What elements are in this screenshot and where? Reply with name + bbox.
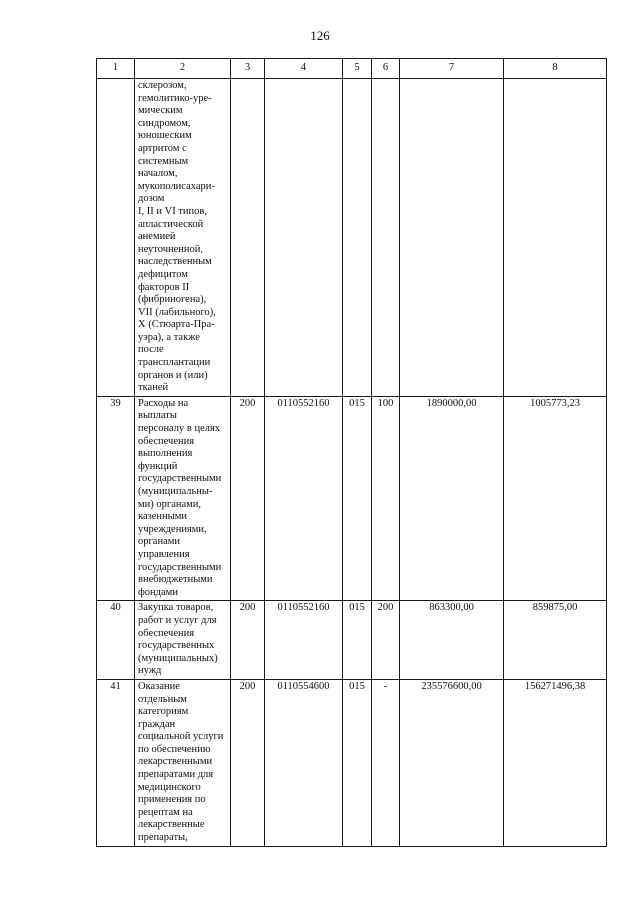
table-header [97, 59, 607, 79]
row-col-8: 1005773,23 [504, 396, 607, 601]
row-col-4: 0110552160 [265, 601, 343, 680]
row-col-6: 100 [372, 396, 400, 601]
row-col-8: 156271496,38 [504, 679, 607, 846]
row-col-4 [265, 79, 343, 397]
header-col-7: 7 [400, 59, 504, 79]
header-col-8: 8 [504, 59, 607, 79]
row-col-5: 015 [343, 679, 372, 846]
header-col-3: 3 [231, 59, 265, 79]
row-description: Закупка товаров, работ и услуг для обеспечения государственных (муниципальных) нужд [135, 601, 231, 680]
row-col-3: 200 [231, 601, 265, 680]
row-col-3: 200 [231, 679, 265, 846]
row-number: 41 [97, 679, 135, 846]
row-col-3: 200 [231, 396, 265, 601]
row-number [97, 79, 135, 397]
row-col-5: 015 [343, 396, 372, 601]
row-col-7 [400, 79, 504, 397]
header-col-4: 4 [265, 59, 343, 79]
row-number: 40 [97, 601, 135, 680]
table-row [97, 396, 607, 601]
table-body [97, 79, 607, 847]
row-col-8 [504, 79, 607, 397]
table-row [97, 601, 607, 680]
row-description: Оказание отдельным категориям граждан социальной услуги по обеспечению лекарственными препаратами для медицинского применения по рецептам на лекарственные препараты, [135, 679, 231, 846]
row-col-8: 859875,00 [504, 601, 607, 680]
header-col-5: 5 [343, 59, 372, 79]
row-col-4: 0110554600 [265, 679, 343, 846]
row-col-6: - [372, 679, 400, 846]
budget-table [96, 58, 607, 847]
header-row [97, 59, 607, 79]
row-description: Расходы на выплаты персоналу в целях обеспечения выполнения функций государственными (муниципальны- ми) органами, казенными учреждениями, органами управления государственными внебюджетными фондами [135, 396, 231, 601]
row-col-6 [372, 79, 400, 397]
row-col-6: 200 [372, 601, 400, 680]
page-number: 126 [310, 28, 330, 43]
header-col-1: 1 [97, 59, 135, 79]
table-row [97, 79, 607, 397]
header-col-6: 6 [372, 59, 400, 79]
header-col-2: 2 [135, 59, 231, 79]
row-col-7: 1890000,00 [400, 396, 504, 601]
row-col-5: 015 [343, 601, 372, 680]
row-description: склерозом, гемолитико-уре- мическим синдромом, юношеским артритом с системным началом, мукополисахари- дозом I, II и VI типов, апластической анемией неуточненной, наследственным дефицитом факторов II (фибриногена), VII (лабильного), X (Стюарта-Пра- уэра), а также после трансплантации органов и (или) тканей [135, 79, 231, 397]
row-col-7: 235576600,00 [400, 679, 504, 846]
row-col-5 [343, 79, 372, 397]
table-row [97, 679, 607, 846]
row-col-4: 0110552160 [265, 396, 343, 601]
row-col-7: 863300,00 [400, 601, 504, 680]
row-col-3 [231, 79, 265, 397]
row-number: 39 [97, 396, 135, 601]
